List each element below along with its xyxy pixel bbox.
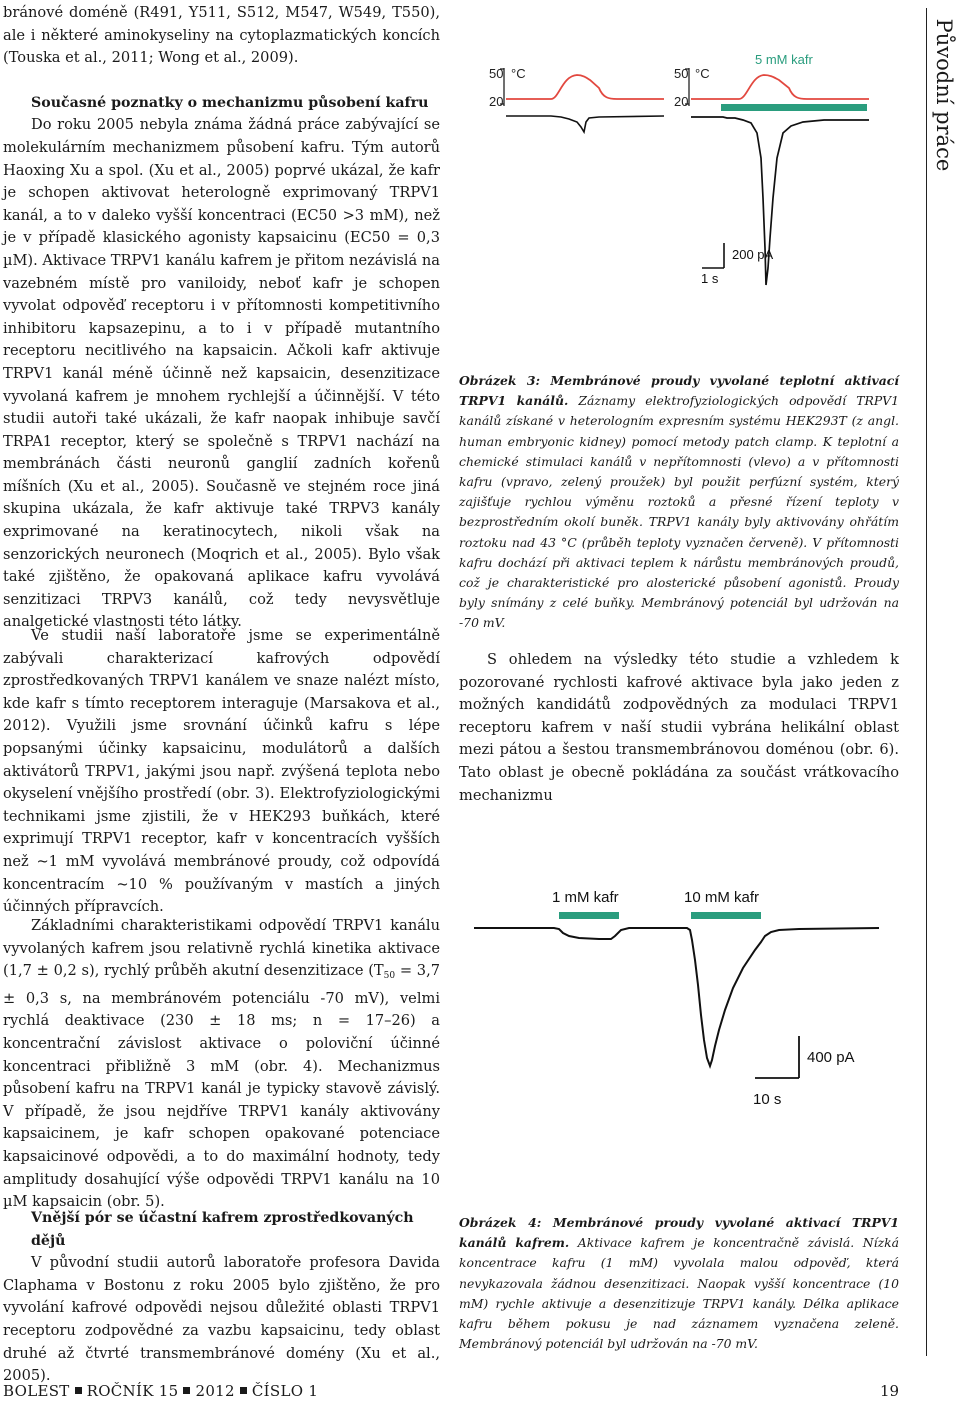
footer-journal-name: BOLEST [3,1382,70,1400]
page-number: 19 [880,1382,900,1400]
fig4-current-trace [474,928,879,1066]
left-column-lab [3,625,440,919]
figure-3-traces [459,38,899,348]
footer-separator-square [75,1387,82,1394]
fig3-temperature-trace-right [691,75,869,99]
fig3-temperature-trace-left [506,75,664,99]
paragraph-mechanism: Do roku 2005 nebyla známa žádná práce zabývající se molekulárním mechanizmem působení kafru. Tým autorů Haoxing Xu a spol. (Xu et al., 2005) poprvé ukázal, že kafr je schopen aktivovat heterologně exprimovaný TRPV1 kanál, a to v daleko vyšší koncentraci (EC50 >3 mM), než je v případě klasického agonisty kapsaicinu (EC50 = 0,3 µM). Aktivace TRPV1 kanálu kafrem je přitom nezávislá na vazebném místě pro vaniloidy, neboť kafr je schopen vyvolat odpověď receptoru i v přítomnosti kompetitivního inhibitoru kapsazepinu, a to i v případě mutantního receptoru necitlivého na kapsaicin. Ačkoli kafr aktivuje TRPV1 kanál méně účinně než kapsaicin, desenzitizace vyvolaná kafrem je mnohem rychlejší a účinnější. V této studii autoři také ukázali, že kafr naopak inhibuje savčí TRPA1 receptor, který se společně s TRPV1 nachází na membránách části neuronů ganglií zadních kořenů míšních (Xu et al., 2005). Současně ve stejném roce jiná skupina ukázala, že kafr aktivuje také TRPV3 kanály exprimované na keratinocytech, nikoli však na senzorických neuronech (Moqrich et al., 2005). Bylo však také zjištěno, že opakovaná aplikace kafru vyvolává senzitizaci TRPV3 kanálů, což tedy nevysvětluje analgetické vlastnosti této látky. [3,116,440,631]
figure-4-caption [459,1213,899,1354]
fig4-drug-bar-low [559,912,619,919]
kinetics-text-a: Základními charakteristikami odpovědí TRPV1 kanálu vyvolaných kafrem jsou relativně rychlá kinetika aktivace (1,7 ± 0,2 s), rychlý průběh akutní desenzitizace (T [3,917,440,980]
sidebar-divider [926,8,927,1356]
footer-issue: ČÍSLO 1 [251,1382,319,1400]
fig3-current-trace-right [691,117,869,285]
section-heading-pore: Vnější pór se účastní kafrem zprostředkovaných dějů [31,1210,414,1249]
fig3-caption-text: Záznamy elektrofyziologických odpovědí TRPV1 kanálů získané v heterologním expresním systému HEK293T (z angl. human embryonic kidney) pomocí metody patch clamp. K teplotní a chemické stimulaci kanálů v nepřítomnosti (vlevo) a v přítomnosti kafru (vpravo, zelený proužek) byl použit perfúzní systém, který zajišťuje rychlou výměnu roztoků a přesné řízení teploty v bezprostředním okolí buněk. TRPV1 kanály byly aktivovány ohřátím roztoku nad 43 °C (průběh teploty vyznačen červeně). V přítomnosti kafru dochází při aktivaci teplem k nárůstu membránových proudů, což je charakteristické pro alosterické působení agonistů. Proudy byly snímány z celé buňky. Membránový potenciál byl udržován na -70 mV. [459,393,899,631]
footer-journal [3,1382,318,1400]
left-column [3,2,440,634]
fig3-temp-low-left: 20 [489,94,504,109]
fig4-caption-text: Aktivace kafrem je koncentračně závislá. Nízká koncentrace kafru (1 mM) vyvolala malou odpověď, která nevykazovala žádnou desenzitizaci. Naopak vyšší koncentrace (10 mM) rychle aktivuje a desenzitizuje TRPV1 kanály. Délka aplikace kafru během pokusu je nad záznamem vyznačena zeleně. Membránový potenciál byl udržován na -70 mV. [459,1235,899,1352]
footer-separator-square [183,1387,190,1394]
fig3-current-trace-left [506,116,664,132]
fig3-temp-unit-right: °C [695,66,710,81]
footer-separator-square [240,1387,247,1394]
footer-year: 2012 [195,1382,235,1400]
left-column-pore [3,1207,440,1388]
fig3-temp-high-left: 50 [489,66,504,81]
paragraph-kinetics [3,915,440,1214]
sidebar-section-label [929,10,959,180]
fig3-scale-time-label: 1 s [701,271,719,286]
footer-volume: ROČNÍK 15 [86,1382,179,1400]
fig4-scale-current-label: 400 pA [807,1049,855,1066]
figure-4-traces [459,870,899,1130]
paragraph-pore: V původní studii autorů laboratoře profesora Davida Claphama v Bostonu z roku 2005 bylo zjištěno, že pro vyvolání kafrové odpovědi nejsou důležité oblasti TRPV1 receptoru zodpovědné za vazbu kapsaicinu, tedy oblast druhé až čtvrté transmembránové domény (Xu et al., 2005). [3,1254,440,1385]
sidebar-label-text: Původní práce [932,18,956,172]
fig4-drug-bar-high [691,912,761,919]
fig3-drug-label: 5 mM kafr [755,52,813,67]
fig3-scale-current-label: 200 pA [732,247,774,262]
fig3-drug-bar [721,104,867,111]
kinetics-subscript: 50 [383,971,396,982]
paragraph-helix: S ohledem na výsledky této studie a vzhledem k pozorované rychlosti kafrové aktivace byla jako jeden z možných kandidátů zodpovědných za modulaci TRPV1 receptoru kafrem v naší studii vybrána helikální oblast mezi pátou a šestou transmembránovou doménou (obr. 6). Tato oblast je obecně pokládána za součást vrátkovacího mechanizmu [459,651,899,804]
paragraph-intro: bránové doméně (R491, Y511, S512, M547, W549, T550), ale i některé aminokyseliny na cytoplazmatických koncích (Touska et al., 2011; Wong et al., 2009). [3,4,440,67]
fig4-caption-title: Obrázek 4: Membránové proudy vyvolané aktivací TRPV1 kanálů kafrem. [459,1215,899,1251]
fig3-temp-high-right: 50 [674,66,689,81]
paragraph-lab-study: Ve studii naší laboratoře jsme se experimentálně zabývali charakterizací kafrových odpovědí zprostředkovaných TRPV1 kanálem ve snaze nalézt místo, kde kafr s tímto receptorem interaguje (Marsakova et al., 2012). Využili jsme srovnání účinků kafru s lépe popsanými účinky kapsaicinu, modulátorů a dalších aktivátorů TRPV1, jakými jsou např. zvýšená teplota nebo okyselení vnějšího prostředí (obr. 3). Elektrofyziologickými technikami jsme zjistili, že v HEK293 buňkách, které exprimují TRPV1 receptor, kafr v koncentracích vyšších než ~1 mM vyvolává membránové proudy, což odpovídá koncentracím ~10 % používaným v mastích a jiných účinných přípravcích. [3,627,440,916]
right-column-text [459,649,899,807]
fig3-caption-title: Obrázek 3: Membránové proudy vyvolané teplotní aktivací TRPV1 kanálů. [459,373,899,409]
kinetics-text-b: = 3,7 ± 0,3 s, na membránovém potenciálu -70 mV), velmi rychlá deaktivace (230 ± 18 ms; n = 17–26) a koncentrační závislost aktivace o poloviční účinné koncentraci přibližně 3 mM (obr. 4). Mechanizmus působení kafru na TRPV1 kanál je typicky stavově závislý. V případě, že jsou nejdříve TRPV1 kanály aktivovány kapsaicinem, je kafr schopen opakované potenciace kapsaicinové odpovědi, a to do maximální hodnoty, tedy amplitudy dosahující výše odpovědi TRPV1 kanálu na 10 µM kapsaicin (obr. 5). [3,962,440,1211]
section-heading-mechanism: Současné poznatky o mechanizmu působení kafru [31,94,429,111]
left-column-kinetics [3,915,440,1214]
fig4-label-high: 10 mM kafr [684,889,760,906]
fig4-label-low: 1 mM kafr [552,889,619,906]
fig3-temp-low-right: 20 [674,94,689,109]
fig3-temp-unit-left: °C [511,66,526,81]
fig4-scale-time-label: 10 s [753,1091,782,1108]
figure-3-caption [459,371,899,634]
